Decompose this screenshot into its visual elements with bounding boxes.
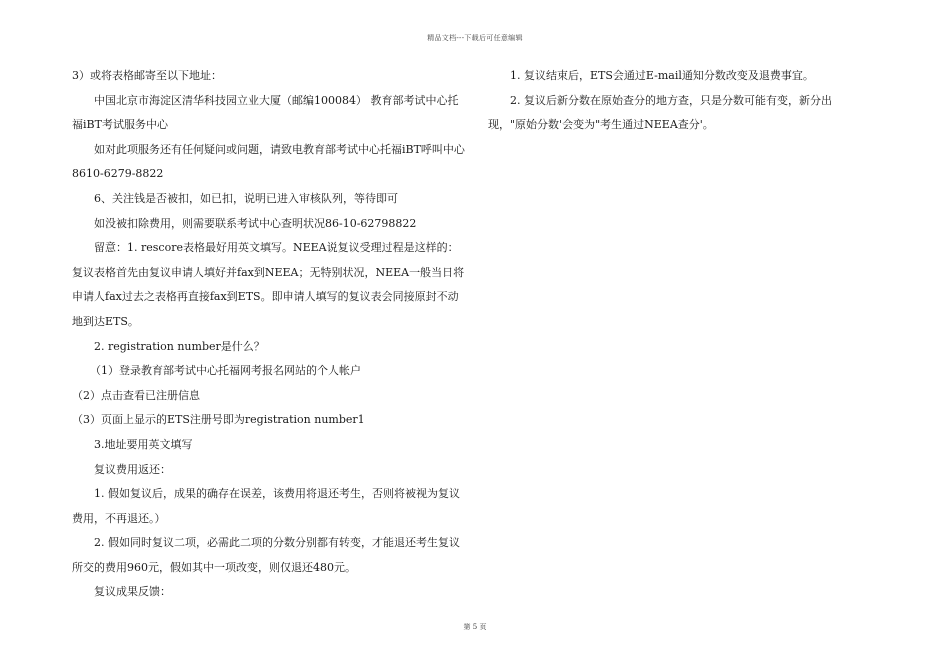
paragraph-contact: 如对此项服务还有任何疑问或问题，请致电教育部考试中心托福iBT呼叫中心8610-6279-8822 bbox=[72, 142, 465, 181]
paragraph-step-2: （2）点击查看已注册信息 bbox=[72, 388, 200, 402]
paragraph-mail-option: 3）或将表格邮寄至以下地址： bbox=[72, 69, 222, 82]
paragraph-notice: 留意：1. rescore表格最好用英文填写。NEEA说复议受理过程是这样的：复议表格首先由复议申请人填好并fax到NEEA；无特别状况，NEEA一般当日将申请人fax过去之表格再直接fax到ETS。即申请人填写的复议表会同接原封不动地到达ETS。 bbox=[72, 241, 465, 328]
right-column bbox=[488, 64, 860, 138]
page-number: 第 5 页 bbox=[463, 623, 487, 631]
page-header: 精品文档---下载后可任意编辑 bbox=[427, 34, 523, 42]
paragraph-not-charged: 如没被扣除费用，则需要联系考试中心查明状况86-10-62798822 bbox=[94, 216, 417, 230]
paragraph-check-charge: 6、关注钱是否被扣，如已扣，说明已进入审核队列，等待即可 bbox=[94, 191, 398, 205]
paragraph-registration-question: 2. registration number是什么？ bbox=[94, 339, 265, 353]
paragraph-mail-address: 中国北京市海淀区清华科技园立业大厦（邮编100084） 教育部考试中心托福iBT考试服务中心 bbox=[72, 93, 459, 132]
paragraph-refund-heading: 复议费用返还： bbox=[94, 462, 171, 476]
paragraph-feedback-heading: 复议成果反馈： bbox=[94, 585, 171, 599]
left-column bbox=[72, 64, 467, 605]
paragraph-refund-1: 1. 假如复议后，成果的确存在误差，该费用将退还考生，否则将被视为复议费用，不再退还。） bbox=[72, 487, 460, 525]
paragraph-feedback-1: 1. 复议结束后，ETS会通过E-mail通知分数改变及退费事宜。 bbox=[510, 69, 814, 82]
paragraph-step-3: （3）页面上显示的ETS注册号即为registration number1 bbox=[72, 413, 365, 427]
paragraph-refund-2: 2. 假如同时复议二项，必需此二项的分数分别都有转变，才能退还考生复议所交的费用960元，假如其中一项改变，则仅退还480元。 bbox=[72, 536, 460, 574]
paragraph-address-english: 3.地址要用英文填写 bbox=[94, 437, 193, 451]
paragraph-feedback-2: 2. 复议后新分数在原始查分的地方查，只是分数可能有变，新分出现，"原始分数'会变为"考生通过NEEA查分'。 bbox=[488, 93, 832, 132]
paragraph-step-1: （1）登录教育部考试中心托福网考报名网站的个人帐户 bbox=[90, 364, 361, 378]
